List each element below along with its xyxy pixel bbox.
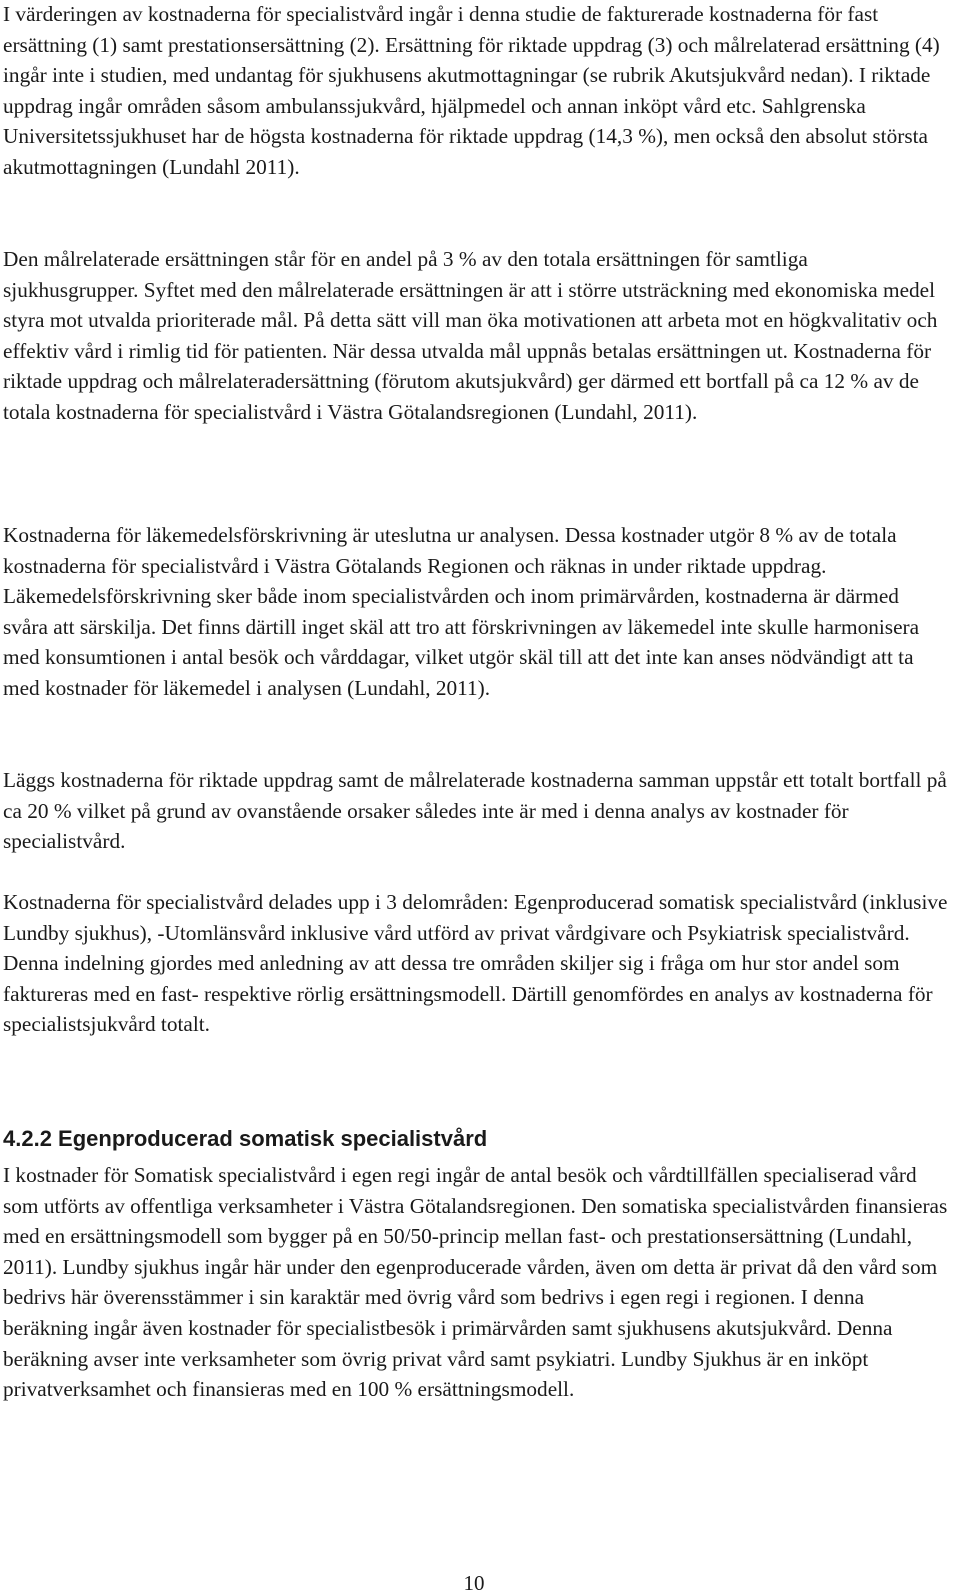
- paragraph-sub-areas: Kostnaderna för specialistvård delades upp i 3 delområden: Egenproducerad somatisk specialistvård (inklusive Lundby sjukhus), -Utomlänsvård inklusive vård utförd av privat vårdgivare och Psykiatrisk specialistvård. Denna indelning gjordes med anledning av att dessa tre områden skiljer sig i fråga om hur stor andel som faktureras med en fast- respektive rörlig ersättningsmodell. Därtill genomfördes en analys av kostnaderna för specialistsjukvård totalt.: [3, 890, 948, 1037]
- section-heading: 4.2.2 Egenproducerad somatisk specialistvård: [3, 1126, 488, 1151]
- page-number: 10: [463, 1571, 485, 1595]
- paragraph-cost-valuation: I värderingen av kostnaderna för specialistvård ingår i denna studie de fakturerade kostnaderna för fast ersättning (1) samt prestationsersättning (2). Ersättning för riktade uppdrag (3) och målrelaterad ersättning (4) ingår inte i studien, med undantag för sjukhusens akutmottagningar (se rubrik Akutsjukvård nedan). I riktade uppdrag ingår områden såsom ambulanssjukvård, hjälpmedel och annan inköpt vård etc. Sahlgrenska Universitetssjukhuset har de högsta kostnaderna för riktade uppdrag (14,3 %), men också den absolut största akutmottagningen (Lundahl 2011).: [3, 2, 940, 179]
- paragraph-goal-related-compensation: Den målrelaterade ersättningen står för en andel på 3 % av den totala ersättningen för samtliga sjukhusgrupper. Syftet med den målrelaterade ersättningen är att i större utsträckning med ekonomiska medel styra mot utvalda prioriterade mål. På detta sätt vill man öka motivationen att arbeta mot en högkvalitativ och effektiv vård i rimlig tid för patienten. När dessa utvalda mål uppnås betalas ersättningen ut. Kostnaderna för riktade uppdrag och målrelateradersättning (förutom akutsjukvård) ger därmed ett bortfall på ca 12 % av de totala kostnaderna för specialistvård i Västra Götalandsregionen (Lundahl, 2011).: [3, 247, 938, 424]
- paragraph-somatic-specialist-care: I kostnader för Somatisk specialistvård i egen regi ingår de antal besök och vårdtillfällen specialiserad vård som utförts av offentliga verksamheter i Västra Götalandsregionen. Den somatiska specialistvården finansieras med en ersättningsmodell som bygger på en 50/50-princip mellan fast- och prestationsersättning (Lundahl, 2011). Lundby sjukhus ingår här under den egenproducerade vården, även om detta är privat då den vård som bedrivs här överensstämmer i sin karaktär med övrig vård som bedrivs i egen regi i regionen. I denna beräkning ingår även kostnader för specialistbesök i primärvården samt sjukhusens akutsjukvård. Denna beräkning avser inte verksamheter som övrig privat vård samt psykiatri. Lundby Sjukhus är en inköpt privatverksamhet och finansieras med en 100 % ersättningsmodell.: [3, 1163, 948, 1402]
- paragraph-drug-prescription: Kostnaderna för läkemedelsförskrivning är uteslutna ur analysen. Dessa kostnader utgör 8 % av de totala kostnaderna för specialistvård i Västra Götalands Regionen och räknas in under riktade uppdrag. Läkemedelsförskrivning sker både inom specialistvården och inom primärvården, kostnaderna är därmed svåra att särskilja. Det finns därtill inget skäl att tro att förskrivningen av läkemedel inte skulle harmonisera med konsumtionen i antal besök och vårddagar, vilket utgör skäl till att det inte kan anses nödvändigt att ta med kostnader för läkemedel i analysen (Lundahl, 2011).: [3, 523, 920, 700]
- paragraph-total-dropout: Läggs kostnaderna för riktade uppdrag samt de målrelaterade kostnaderna samman uppstår ett totalt bortfall på ca 20 % vilket på grund av ovanstående orsaker således inte är med i denna analys av kostnader för specialistvård.: [3, 768, 947, 854]
